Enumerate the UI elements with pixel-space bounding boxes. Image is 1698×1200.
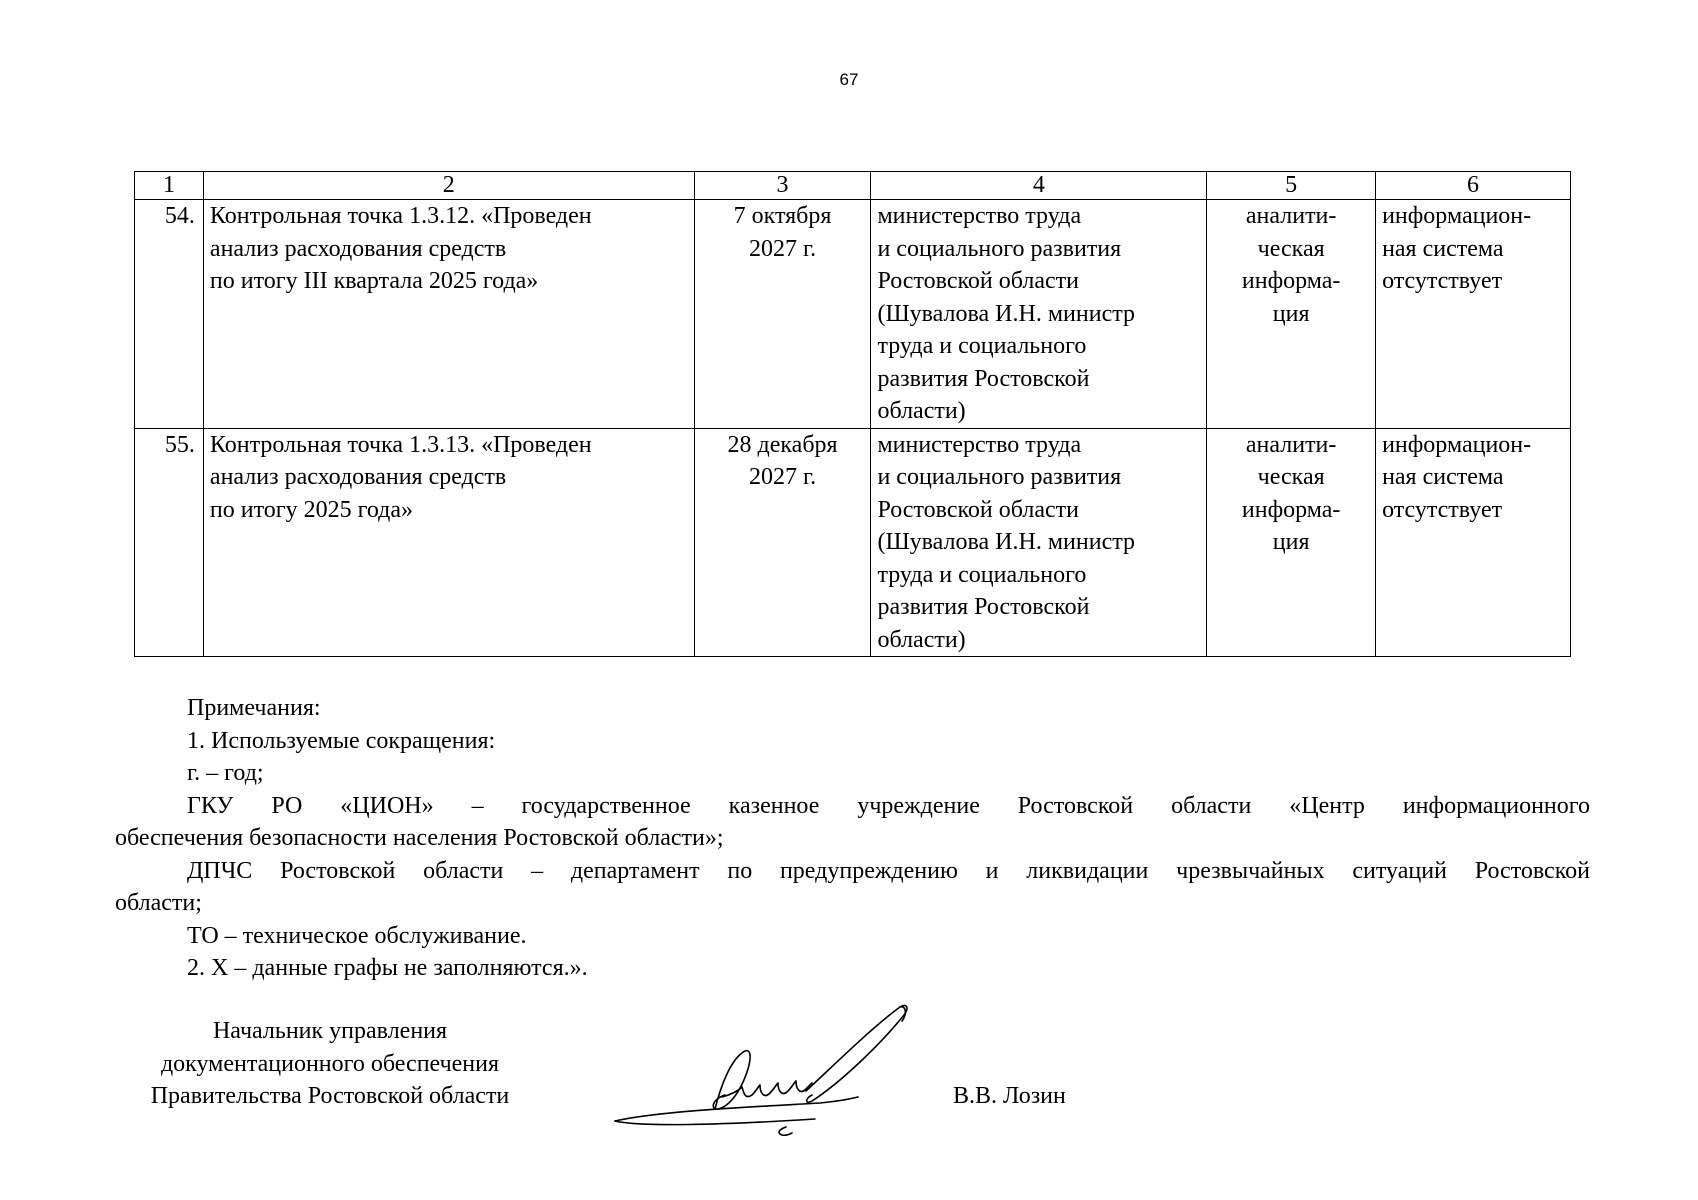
column-header-5: 5 bbox=[1207, 172, 1376, 200]
responsible-line: министерство труда bbox=[877, 431, 1082, 458]
doc-type-line: ция bbox=[1272, 300, 1310, 327]
responsible-line: развития Ростовской bbox=[877, 365, 1090, 392]
responsible-line: (Шувалова И.Н. министр bbox=[877, 300, 1135, 327]
position-line: документационного обеспечения bbox=[160, 1050, 500, 1077]
information-system bbox=[1376, 428, 1571, 657]
doc-type-line: ция bbox=[1272, 529, 1310, 555]
document-type bbox=[1207, 428, 1376, 657]
notes-heading: Примечания: bbox=[187, 695, 321, 721]
info-system-line: ная система bbox=[1382, 464, 1504, 490]
control-point-name bbox=[203, 200, 694, 429]
responsible-line: развития Ростовской bbox=[877, 594, 1090, 620]
doc-type-line: информа- bbox=[1241, 496, 1341, 523]
date-line: 28 декабря bbox=[727, 431, 838, 458]
deadline-date bbox=[694, 200, 871, 429]
table-row bbox=[135, 200, 1571, 429]
column-header-4: 4 bbox=[871, 172, 1207, 200]
date-line: 2027 г. bbox=[748, 464, 817, 490]
name-line: анализ расходования средств bbox=[209, 235, 507, 262]
name-line: по итогу 2025 года» bbox=[209, 496, 414, 523]
signature-block bbox=[0, 1015, 1698, 1165]
column-header-3: 3 bbox=[694, 172, 871, 200]
abbreviation-gku-line-1: ГКУ РО «ЦИОН» – государственное казенное учреждение Ростовской области «Центр информационного bbox=[187, 792, 1590, 819]
name-line: Контрольная точка 1.3.12. «Проведен bbox=[209, 203, 592, 229]
name-line: Контрольная точка 1.3.13. «Проведен bbox=[209, 431, 592, 458]
page-number: 67 bbox=[839, 70, 859, 89]
info-system-line: отсутствует bbox=[1382, 496, 1503, 523]
responsible-line: труда и социального bbox=[877, 333, 1087, 359]
responsible-line: министерство труда bbox=[877, 203, 1082, 229]
date-line: 7 октября bbox=[733, 203, 832, 229]
column-header-6: 6 bbox=[1376, 172, 1571, 200]
position-line: Начальник управления bbox=[212, 1018, 448, 1044]
responsible-line: Ростовской области bbox=[877, 496, 1079, 523]
info-system-line: отсутствует bbox=[1382, 268, 1503, 294]
responsible-line: Ростовской области bbox=[877, 268, 1079, 294]
responsible-line: и социального развития bbox=[877, 464, 1122, 490]
deadline-date bbox=[694, 428, 871, 657]
column-header-1: 1 bbox=[135, 172, 204, 200]
responsible-line: и социального развития bbox=[877, 235, 1122, 262]
table-header-row bbox=[135, 172, 1571, 200]
doc-type-line: ческая bbox=[1257, 464, 1325, 490]
information-system bbox=[1376, 200, 1571, 429]
info-system-line: информацион- bbox=[1382, 431, 1532, 458]
document-type bbox=[1207, 200, 1376, 429]
position-line: Правительства Ростовской области bbox=[150, 1083, 510, 1109]
control-points-table bbox=[134, 171, 1571, 657]
table-row bbox=[135, 428, 1571, 657]
signatory-name: В.В. Лозин bbox=[953, 1083, 1066, 1109]
responsible-line: области) bbox=[877, 398, 966, 424]
control-point-name bbox=[203, 428, 694, 657]
column-header-2: 2 bbox=[203, 172, 694, 200]
doc-type-line: информа- bbox=[1241, 268, 1341, 294]
name-line: по итогу III квартала 2025 года» bbox=[209, 268, 539, 294]
row-number: 55. bbox=[135, 428, 204, 657]
responsible-executor bbox=[871, 428, 1207, 657]
note-item-2: 2. Х – данные графы не заполняются.». bbox=[187, 955, 588, 981]
responsible-line: труда и социального bbox=[877, 561, 1087, 588]
doc-type-line: ческая bbox=[1257, 235, 1325, 262]
responsible-line: (Шувалова И.Н. министр bbox=[877, 529, 1135, 555]
doc-type-line: аналити- bbox=[1245, 203, 1337, 229]
note-item-1: 1. Используемые сокращения: bbox=[187, 727, 496, 754]
abbreviation-g: г. – год; bbox=[187, 760, 264, 786]
responsible-executor bbox=[871, 200, 1207, 429]
responsible-line: области) bbox=[877, 626, 966, 653]
abbreviation-dpchs-line-1: ДПЧС Ростовской области – департамент по предупреждению и ликвидации чрезвычайных ситуаций Ростовской bbox=[187, 857, 1590, 884]
signatory-position bbox=[115, 1015, 545, 1113]
info-system-line: ная система bbox=[1382, 235, 1504, 262]
row-number: 54. bbox=[135, 200, 204, 429]
info-system-line: информацион- bbox=[1382, 203, 1532, 229]
date-line: 2027 г. bbox=[748, 235, 817, 262]
abbreviation-gku-line-2: обеспечения безопасности населения Ростовской области»; bbox=[115, 825, 724, 851]
abbreviation-to: ТО – техническое обслуживание. bbox=[187, 922, 527, 949]
handwritten-signature bbox=[600, 999, 930, 1139]
notes-section bbox=[115, 692, 1590, 985]
name-line: анализ расходования средств bbox=[209, 464, 507, 490]
abbreviation-dpchs-line-2: области; bbox=[115, 890, 202, 916]
doc-type-line: аналити- bbox=[1245, 431, 1337, 458]
